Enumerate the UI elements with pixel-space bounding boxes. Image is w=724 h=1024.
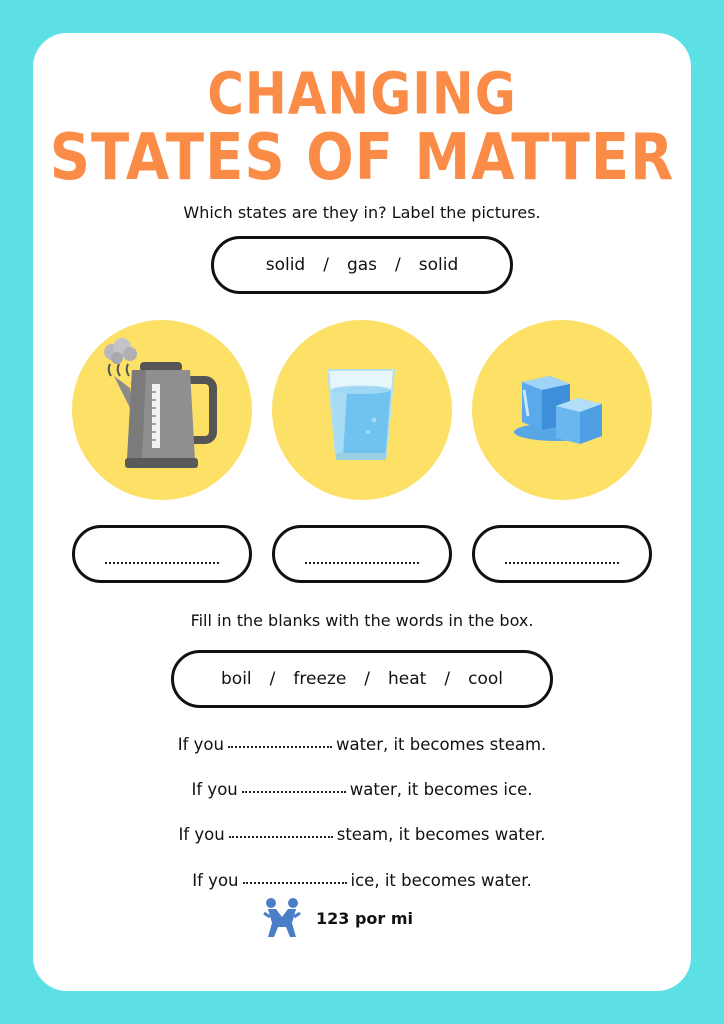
sentence-end: ice, it becomes water. (350, 871, 532, 890)
word-box-item: freeze (293, 669, 347, 689)
brand-name: 123 por mi (316, 908, 414, 928)
sentence-start: If you (177, 735, 224, 754)
sentence-end: steam, it becomes water. (336, 825, 546, 844)
word-separator: / (364, 669, 371, 689)
blank-field[interactable] (228, 746, 332, 748)
word-box-item: boil (221, 669, 252, 689)
blank-field[interactable] (229, 836, 333, 838)
instruction-label-pictures: Which states are they in? Label the pictures. (183, 203, 541, 222)
sentence-start: If you (191, 780, 238, 799)
sentence-3 (33, 825, 691, 844)
water-glass-icon (272, 320, 452, 500)
picture-circle-glass (272, 320, 452, 500)
word-box-item: gas (346, 255, 378, 275)
title-line-2: STATES OF MATTER (49, 120, 675, 195)
blank-field[interactable] (242, 791, 346, 793)
answer-field-glass[interactable] (272, 525, 452, 583)
word-separator: / (444, 669, 451, 689)
word-box-states (211, 236, 513, 294)
word-separator: / (269, 669, 276, 689)
blank-field[interactable] (243, 882, 347, 884)
kids-logo-icon (260, 897, 306, 939)
sentence-end: water, it becomes ice. (349, 780, 533, 799)
word-separator: / (323, 255, 329, 275)
instruction-fill-blanks: Fill in the blanks with the words in the box. (190, 611, 534, 630)
title-line-1: CHANGING (207, 60, 517, 128)
word-box-actions (171, 650, 553, 708)
sentence-2 (33, 780, 691, 799)
sentence-start: If you (192, 871, 239, 890)
sentence-4 (33, 871, 691, 890)
word-box-item: solid (265, 255, 306, 275)
sentence-end: water, it becomes steam. (335, 735, 547, 754)
answer-field-kettle[interactable] (72, 525, 252, 583)
picture-circle-kettle (72, 320, 252, 500)
kettle-icon (72, 320, 252, 500)
picture-circle-ice (472, 320, 652, 500)
ice-cubes-icon (472, 320, 652, 500)
answer-field-ice[interactable] (472, 525, 652, 583)
footer-brand (260, 898, 413, 938)
word-separator: / (395, 255, 401, 275)
word-box-item: heat (388, 669, 427, 689)
sentence-1 (33, 735, 691, 754)
word-box-item: cool (468, 669, 503, 689)
worksheet-card (33, 33, 691, 991)
sentence-start: If you (178, 825, 225, 844)
word-box-item: solid (418, 255, 459, 275)
